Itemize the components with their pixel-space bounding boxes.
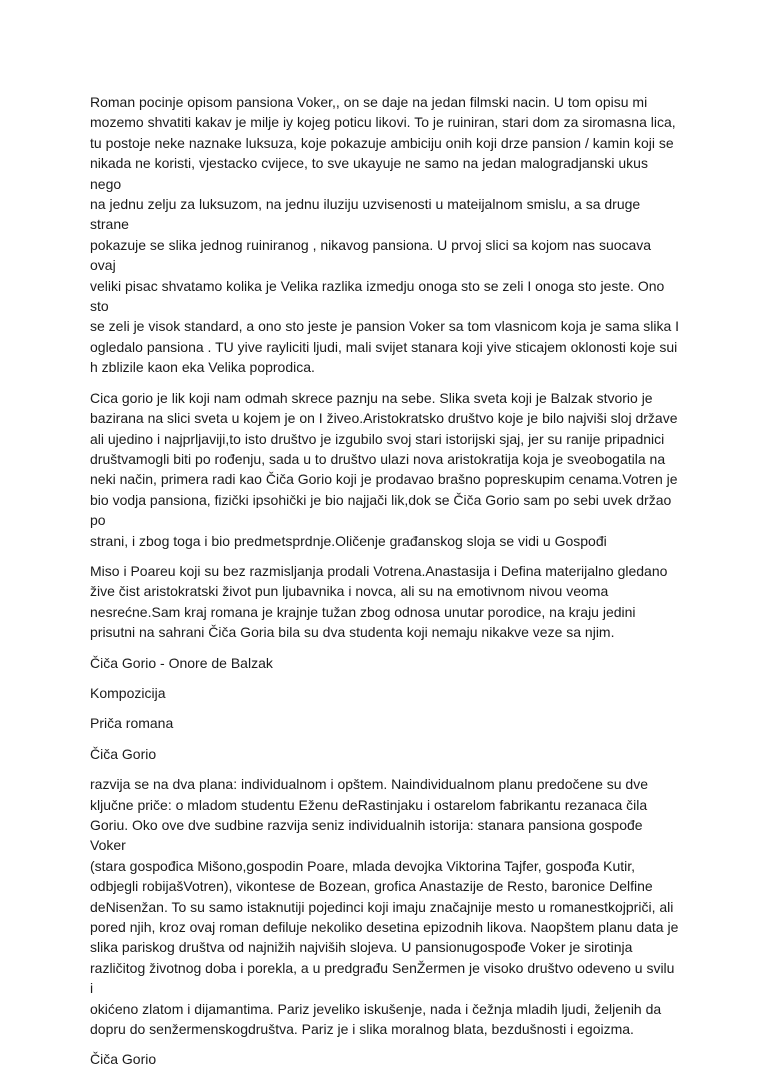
paragraph-miso-poare: Miso i Poareu koji su bez razmisljanja prodali Votrena.Anastasija i Defina materijalno gledano žive čist aristokratski život pun ljubavnika i novca, ali su na emotivnom nivou veoma nesrećne.Sam kraj romana je krajnje tužan zbog odnosa unutar porodice, na kraju jedini prisutni na sahrani Čiča Goria bila su dva studenta koji nemaju nikakve veze sa njim.	[90, 562, 668, 641]
paragraph-voker-pension-intro: Roman pocinje opisom pansiona Voker,, on se daje na jedan filmski nacin. U tom opisu mi mozemo shvatiti kakav je milje iy kojeg poticu likovi. To je ruiniran, stari dom za siromasna lica, tu postoje neke naznake luksuza, koje pokazuje ambiciju onih koji drze pansion / kamin koji se nikada ne koristi, vjestacko cvijece, to sve ukayuje ne samo na jedan malogradjanski ukus nego na jednu zelju za luksuzom, na jednu iluziju uzvisenosti u mateijalnom smislu, a sa druge strane pokazuje se slika jednog ruiniranog , nikavog pansiona. U prvoj slici sa kojom nas suocava ovaj veliki pisac shvatamo kolika je Velika razlika izmedju onoga sto se zeli I onoga sto jeste. Ono sto se zeli je visok standard, a ono sto jeste je pansion Voker sa tom vlasnicom koja je sama slika I ogledalo pansiona . TU yive rayliciti ljudi, mali svijet stanara koji yive sticajem oklonosti koje sui h zblizile kaon eka Velika poprodica.	[90, 94, 680, 376]
paragraph-cica-gorio-character: Cica gorio je lik koji nam odmah skrece paznju na sebe. Slika sveta koji je Balzak stvorio je bazirana na slici sveta u kojem je on I živeo.Aristokratsko društvo koje je bilo najviši sloj države ali ujedino i najprljaviji,to isto društvo je izgubilo svoj stari istorijski sjaj, jer su ranije pripadnici društvamogli biti po rođenju, sada u to društvo ulazi nova aristokratija koja je sveobogatila na neki način, primera radi kao Čiča Gorio koji je prodavao brašno popreskupim cenama.Votren je bio vodja pansiona, fizički ipsohički je bio najjači lik,dok se Čiča Gorio sam po sebi uvek držao po strani, i zbog toga i bio predmetsprdnje.Oličenje građanskog sloja se vidi u Gospođi	[90, 389, 678, 549]
heading-cica-gorio: Čiča Gorio	[90, 745, 157, 762]
heading-kompozicija: Kompozicija	[90, 684, 166, 701]
paragraph-two-plans: razvija se na dva plana: individualnom i opštem. Naindividualnom planu predočene su dve ključne priče: o mladom studentu Eženu deRastinjaku i ostarelom fabrikantu rezanaca čila Goriu. Oko ove dve sudbine razvija seniz individualnih istorija: stanara pansiona gospođe Voker (stara gospođica Mišono,gospodin Poare, mlada devojka Viktorina Tajfer, gospođa Kutir, odbjegli robijašVotren), vikontese de Bozean, grofica Anastazije de Resto, baronice Delfine deNisenžan. To su samo istaknutiji pojedinci koji imaju značajnije mesto u romanestkojpriči, ali pored njih, kroz ovaj roman defiluje nekoliko desetina epizodnih likova. Naopštem planu data je slika pariskog društva od najnižih najviših slojeva. U pansionugospođe Voker je sirotinja različitog životnog doba i porekla, a u predgrađu SenŽermen je visoko društvo odeveno u svilu i okićeno zlatom i dijamantima. Pariz jeveliko iskušenje, nada i čežnja mladih ljudi, željenih da dopru do senžermenskogdruštva. Pariz je i slika moralnog blata, bezdušnosti i egoizma.	[90, 776, 679, 1038]
document-page	[90, 92, 680, 1080]
heading-title-author: Čiča Gorio - Onore de Balzak	[90, 654, 273, 671]
heading-prica-romana: Priča romana	[90, 715, 174, 732]
heading-cica-gorio-end: Čiča Gorio	[90, 1051, 157, 1068]
